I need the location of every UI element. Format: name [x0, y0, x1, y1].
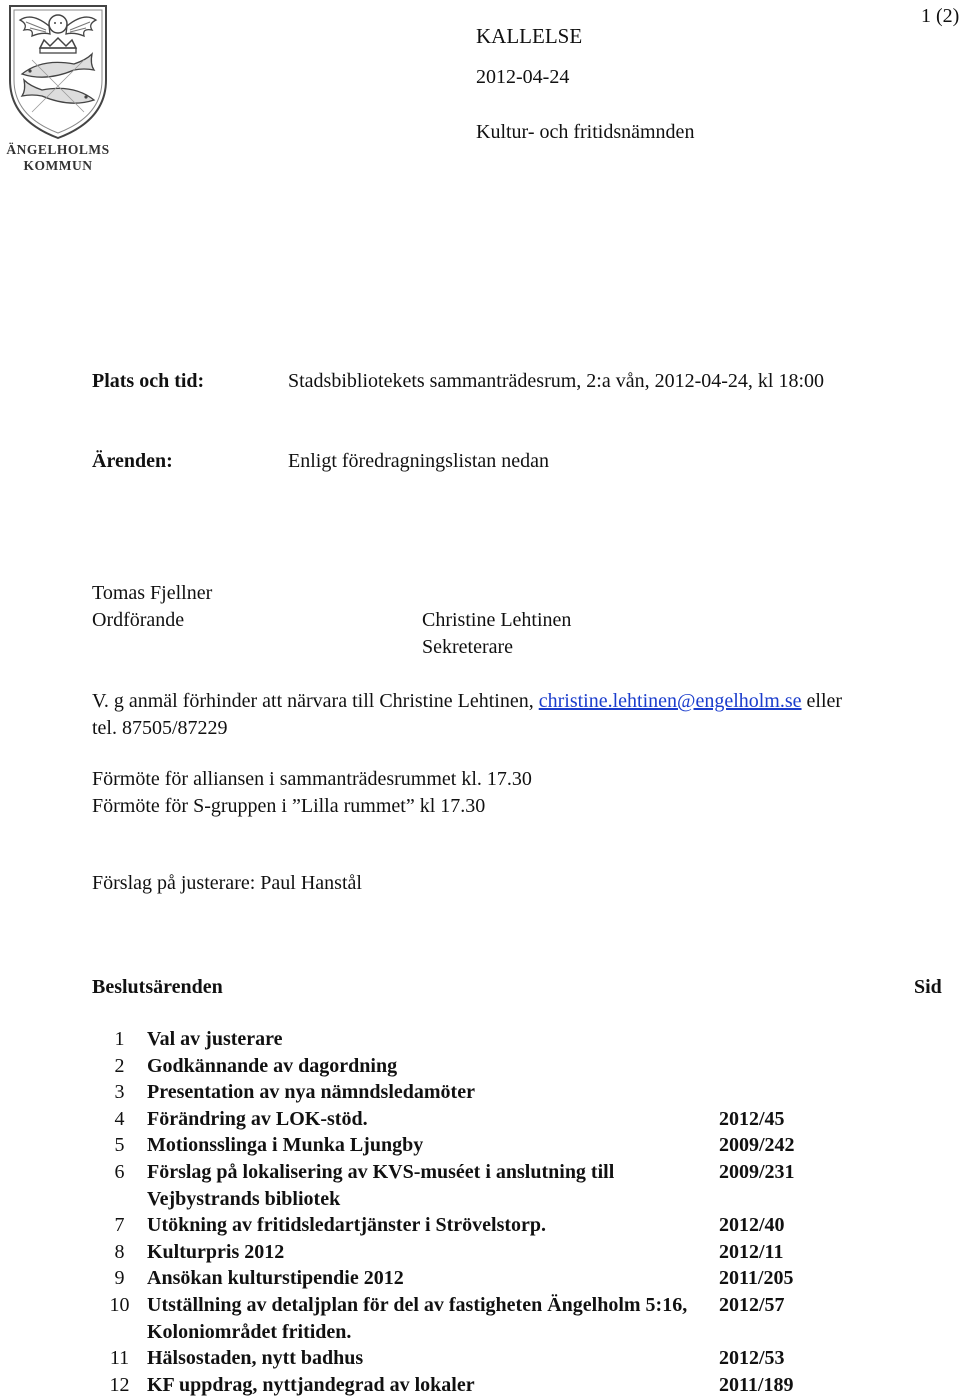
absence-notice — [92, 690, 842, 713]
agenda-item-title: Utökning av fritidsledartjänster i Strövelstorp. — [147, 1214, 547, 1237]
agenda-item-reference: 2009/242 — [719, 1134, 795, 1157]
agenda-heading: Beslutsärenden — [92, 976, 223, 998]
matters-label: Ärenden: — [92, 450, 173, 472]
agenda-item-number: 6 — [114, 1160, 125, 1183]
agenda-item-title: Hälsostaden, nytt badhus — [147, 1347, 364, 1370]
place-value: Stadsbibliotekets sammanträdesrum, 2:a vån, 2012-04-24, kl 18:00 — [288, 370, 825, 392]
logo-text-line2: KOMMUN — [23, 158, 93, 173]
secretary-name: Christine Lehtinen — [422, 609, 572, 631]
agenda-item-reference — [719, 1079, 859, 1106]
agenda-item-number: 7 — [114, 1214, 125, 1237]
agenda-item-title: Motionsslinga i Munka Ljungby — [147, 1134, 424, 1157]
agenda-row — [92, 1265, 859, 1292]
agenda-row — [92, 1132, 859, 1159]
municipality-logo — [2, 2, 114, 178]
document-date: 2012-04-24 — [476, 66, 570, 88]
agenda-item-title: Godkännande av dagordning — [147, 1054, 398, 1077]
agenda-item-number: 5 — [114, 1134, 125, 1157]
page-column-heading: Sid — [914, 976, 942, 998]
agenda-item-title: Val av justerare — [147, 1028, 283, 1050]
agenda-item-title: Ansökan kulturstipendie 2012 — [147, 1267, 404, 1290]
document-type: KALLELSE — [476, 24, 583, 48]
agenda-row — [92, 1159, 859, 1212]
chair-role: Ordförande — [92, 609, 185, 631]
agenda-item-reference: 2011/189 — [719, 1373, 794, 1396]
agenda-item-number: 8 — [114, 1240, 125, 1263]
agenda-table — [92, 1026, 859, 1398]
agenda-item-title: Kulturpris 2012 — [147, 1240, 285, 1263]
agenda-item-reference: 2012/11 — [719, 1240, 784, 1263]
premeeting-s-group: Förmöte för S-gruppen i ”Lilla rummet” kl 17.30 — [92, 795, 486, 817]
agenda-item-reference: 2009/231 — [719, 1160, 795, 1183]
logo-text-line1: ÄNGELHOLMS — [6, 142, 110, 157]
agenda-item-number: 10 — [109, 1293, 130, 1316]
agenda-row — [92, 1053, 859, 1080]
absence-phone: tel. 87505/87229 — [92, 717, 228, 739]
secretary-role: Sekreterare — [422, 636, 514, 658]
agenda-item-number: 4 — [114, 1107, 125, 1130]
agenda-row — [92, 1079, 859, 1106]
chair-name: Tomas Fjellner — [92, 582, 213, 604]
agenda-item-title: Förslag på lokalisering av KVS-muséet i anslutning till Vejbystrands bibliotek — [147, 1160, 615, 1210]
agenda-row — [92, 1372, 859, 1399]
agenda-item-title: Presentation av nya nämndsledamöter — [147, 1081, 475, 1104]
place-label: Plats och tid: — [92, 370, 205, 392]
agenda-item-reference: 2012/45 — [719, 1107, 785, 1130]
absence-suffix: eller — [801, 690, 843, 712]
agenda-row — [92, 1026, 859, 1053]
agenda-item-number: 9 — [114, 1267, 125, 1290]
agenda-item-number: 11 — [109, 1347, 130, 1370]
agenda-item-title: KF uppdrag, nyttjandegrad av lokaler — [147, 1373, 475, 1396]
agenda-item-number: 2 — [114, 1054, 125, 1077]
agenda-item-reference — [719, 1053, 859, 1080]
agenda-row — [92, 1239, 859, 1266]
agenda-item-number: 1 — [114, 1028, 125, 1050]
agenda-row — [92, 1106, 859, 1133]
agenda-row — [92, 1292, 859, 1345]
agenda-item-title: Utställning av detaljplan för del av fastigheten Ängelholm 5:16, Koloniområdet fritiden. — [147, 1293, 688, 1343]
agenda-item-number: 12 — [109, 1373, 130, 1396]
absence-prefix: V. g anmäl förhinder att närvara till Christine Lehtinen, — [92, 690, 539, 712]
email-link[interactable]: christine.lehtinen@engelholm.se — [538, 690, 802, 712]
agenda-row — [92, 1212, 859, 1239]
agenda-item-reference — [719, 1026, 859, 1053]
agenda-item-number: 3 — [114, 1081, 125, 1104]
committee-name: Kultur- och fritidsnämnden — [476, 121, 695, 143]
agenda-row — [92, 1345, 859, 1372]
premeeting-alliance: Förmöte för alliansen i sammanträdesrummet kl. 17.30 — [92, 768, 532, 790]
agenda-item-reference: 2012/40 — [719, 1214, 785, 1237]
coat-of-arms-icon — [2, 2, 114, 142]
adjuster-proposal: Förslag på justerare: Paul Hanstål — [92, 872, 362, 894]
page-number: 1 (2) — [921, 5, 960, 27]
agenda-item-title: Förändring av LOK-stöd. — [147, 1107, 368, 1130]
agenda-item-reference: 2011/205 — [719, 1267, 794, 1290]
agenda-item-reference: 2012/53 — [719, 1347, 785, 1370]
agenda-item-reference: 2012/57 — [719, 1293, 785, 1316]
matters-value: Enligt föredragningslistan nedan — [288, 450, 550, 472]
